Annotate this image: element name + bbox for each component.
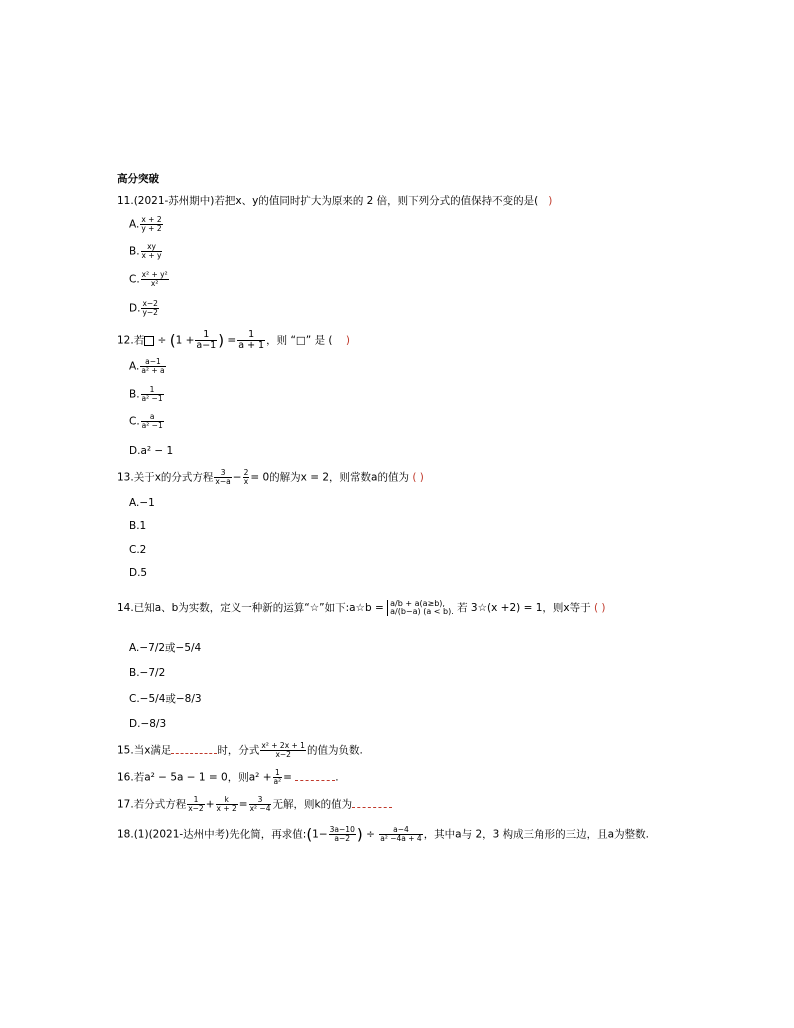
fraction: $\frac{a}{\text{a² −1}}$ [141, 412, 163, 430]
q13-option-b[interactable]: B.1 [129, 520, 147, 532]
q12-option-d[interactable]: D.a² − 1 [129, 445, 174, 457]
q11-option-c[interactable]: C. $\frac{\text{x² + y²}}{\text{x²}}$ [129, 270, 168, 288]
question-11 [117, 194, 552, 208]
question-16: 16.若a² − 5a − 1 = 0，则a² + $\frac{1}{\text{a²}}$ = . [117, 768, 339, 786]
fraction: $\frac{3}{\text{x² −4}}$ [249, 795, 271, 813]
fraction: $\frac{2}{x}$ [243, 468, 249, 486]
answer-blank[interactable] [295, 770, 335, 781]
fraction: $\frac{3}{x-a}$ [215, 468, 231, 486]
blank-box-icon [144, 336, 154, 346]
answer-blank[interactable] [171, 743, 217, 754]
q12-option-b[interactable]: B. $\frac{1}{\text{a² −1}}$ [129, 385, 163, 403]
fraction: $\frac{xy}{x + y}$ [141, 242, 162, 260]
q12-option-a[interactable]: A. $\frac{a-1}{\text{a² + a}}$ [129, 357, 165, 375]
q14-option-a[interactable]: A.−7/2或−5/4 [129, 642, 202, 654]
q13-option-d[interactable]: D.5 [129, 567, 148, 579]
question-14: 14.已知a、b为实数，定义一种新的运算“☆”如下:a☆b = a/b + a(a≥b), a/(b−a) (a < b). 若 3☆(x +2) = 1，则x等于 ( ) [117, 599, 606, 616]
fraction: $\frac{1}{\text{a² −1}}$ [141, 385, 163, 403]
q11-stem: 11.(2021-苏州期中)若把x、y的值同时扩大为原来的 2 倍，则下列分式的值保持不变的是( [117, 195, 539, 207]
fraction: $\frac{1}{a + 1}$ [238, 329, 265, 351]
q11-option-a[interactable]: A. $\frac{x + 2}{y + 2}$ [129, 215, 162, 233]
fraction: $\frac{x + 2}{y + 2}$ [141, 215, 162, 233]
fraction: $\frac{x-2}{y-2}$ [142, 299, 158, 317]
question-15: 15.当x满足 时，分式 $\frac{\text{x² + 2x + 1}}{x-2}$ 的值为负数. [117, 741, 363, 759]
fraction: $\frac{a-1}{\text{a² + a}}$ [141, 357, 165, 375]
q14-answer-paren: ( ) [593, 602, 606, 614]
q14-option-b[interactable]: B.−7/2 [129, 667, 166, 679]
fraction: $\frac{\text{x² + 2x + 1}}{x-2}$ [261, 741, 305, 759]
q12-option-c[interactable]: C. $\frac{a}{\text{a² −1}}$ [129, 412, 163, 430]
q13-option-c[interactable]: C.2 [129, 544, 147, 556]
fraction: $\frac{k}{x + 2}$ [216, 795, 237, 813]
q11-option-b[interactable]: B. $\frac{xy}{x + y}$ [129, 242, 162, 260]
section-title: 高分突破 [117, 173, 159, 185]
question-12: 12.若 ÷ (1 + $\frac{1}{a-1}$ ) = $\frac{1}{a + 1}$ ，则 “□” 是 ( ) [117, 329, 350, 351]
fraction: $\frac{3a-10}{a-2}$ [329, 825, 355, 843]
question-13: 13.关于x的分式方程 $\frac{3}{x-a}$ − $\frac{2}{x}$ = 0的解为x = 2，则常数a的值为 ( ) [117, 468, 424, 486]
piecewise-definition: a/b + a(a≥b), a/(b−a) (a < b). [387, 600, 454, 616]
answer-blank[interactable] [352, 797, 392, 808]
fraction: $\frac{1}{x-2}$ [188, 795, 204, 813]
q14-option-d[interactable]: D.−8/3 [129, 718, 167, 730]
q11-option-d[interactable]: D. $\frac{x-2}{y-2}$ [129, 299, 158, 317]
fraction: $\frac{1}{\text{a²}}$ [273, 768, 282, 786]
q11-close-paren: ) [548, 195, 553, 207]
q13-option-a[interactable]: A.−1 [129, 497, 155, 509]
fraction: $\frac{a-4}{\text{a² −4a + 4}}$ [380, 825, 422, 843]
question-17: 17.若分式方程 $\frac{1}{x-2}$ + $\frac{k}{x + 2}$ = $\frac{3}{\text{x² −4}}$ 无解，则k的值为 [117, 796, 392, 813]
fraction: $\frac{\text{x² + y²}}{\text{x²}}$ [141, 270, 168, 288]
question-18: 18.(1)(2021-达州中考)先化简，再求值:(1− $\frac{3a-10}{a-2}$ ) ÷ $\frac{a-4}{\text{a² −4a + 4}}$ ，其中a与 2，3 构成三角形的三边，且a为整数. [117, 825, 649, 844]
q14-option-c[interactable]: C.−5/4或−8/3 [129, 693, 202, 705]
fraction: $\frac{1}{a-1}$ [196, 329, 217, 351]
q13-answer-paren: ( ) [412, 471, 424, 484]
